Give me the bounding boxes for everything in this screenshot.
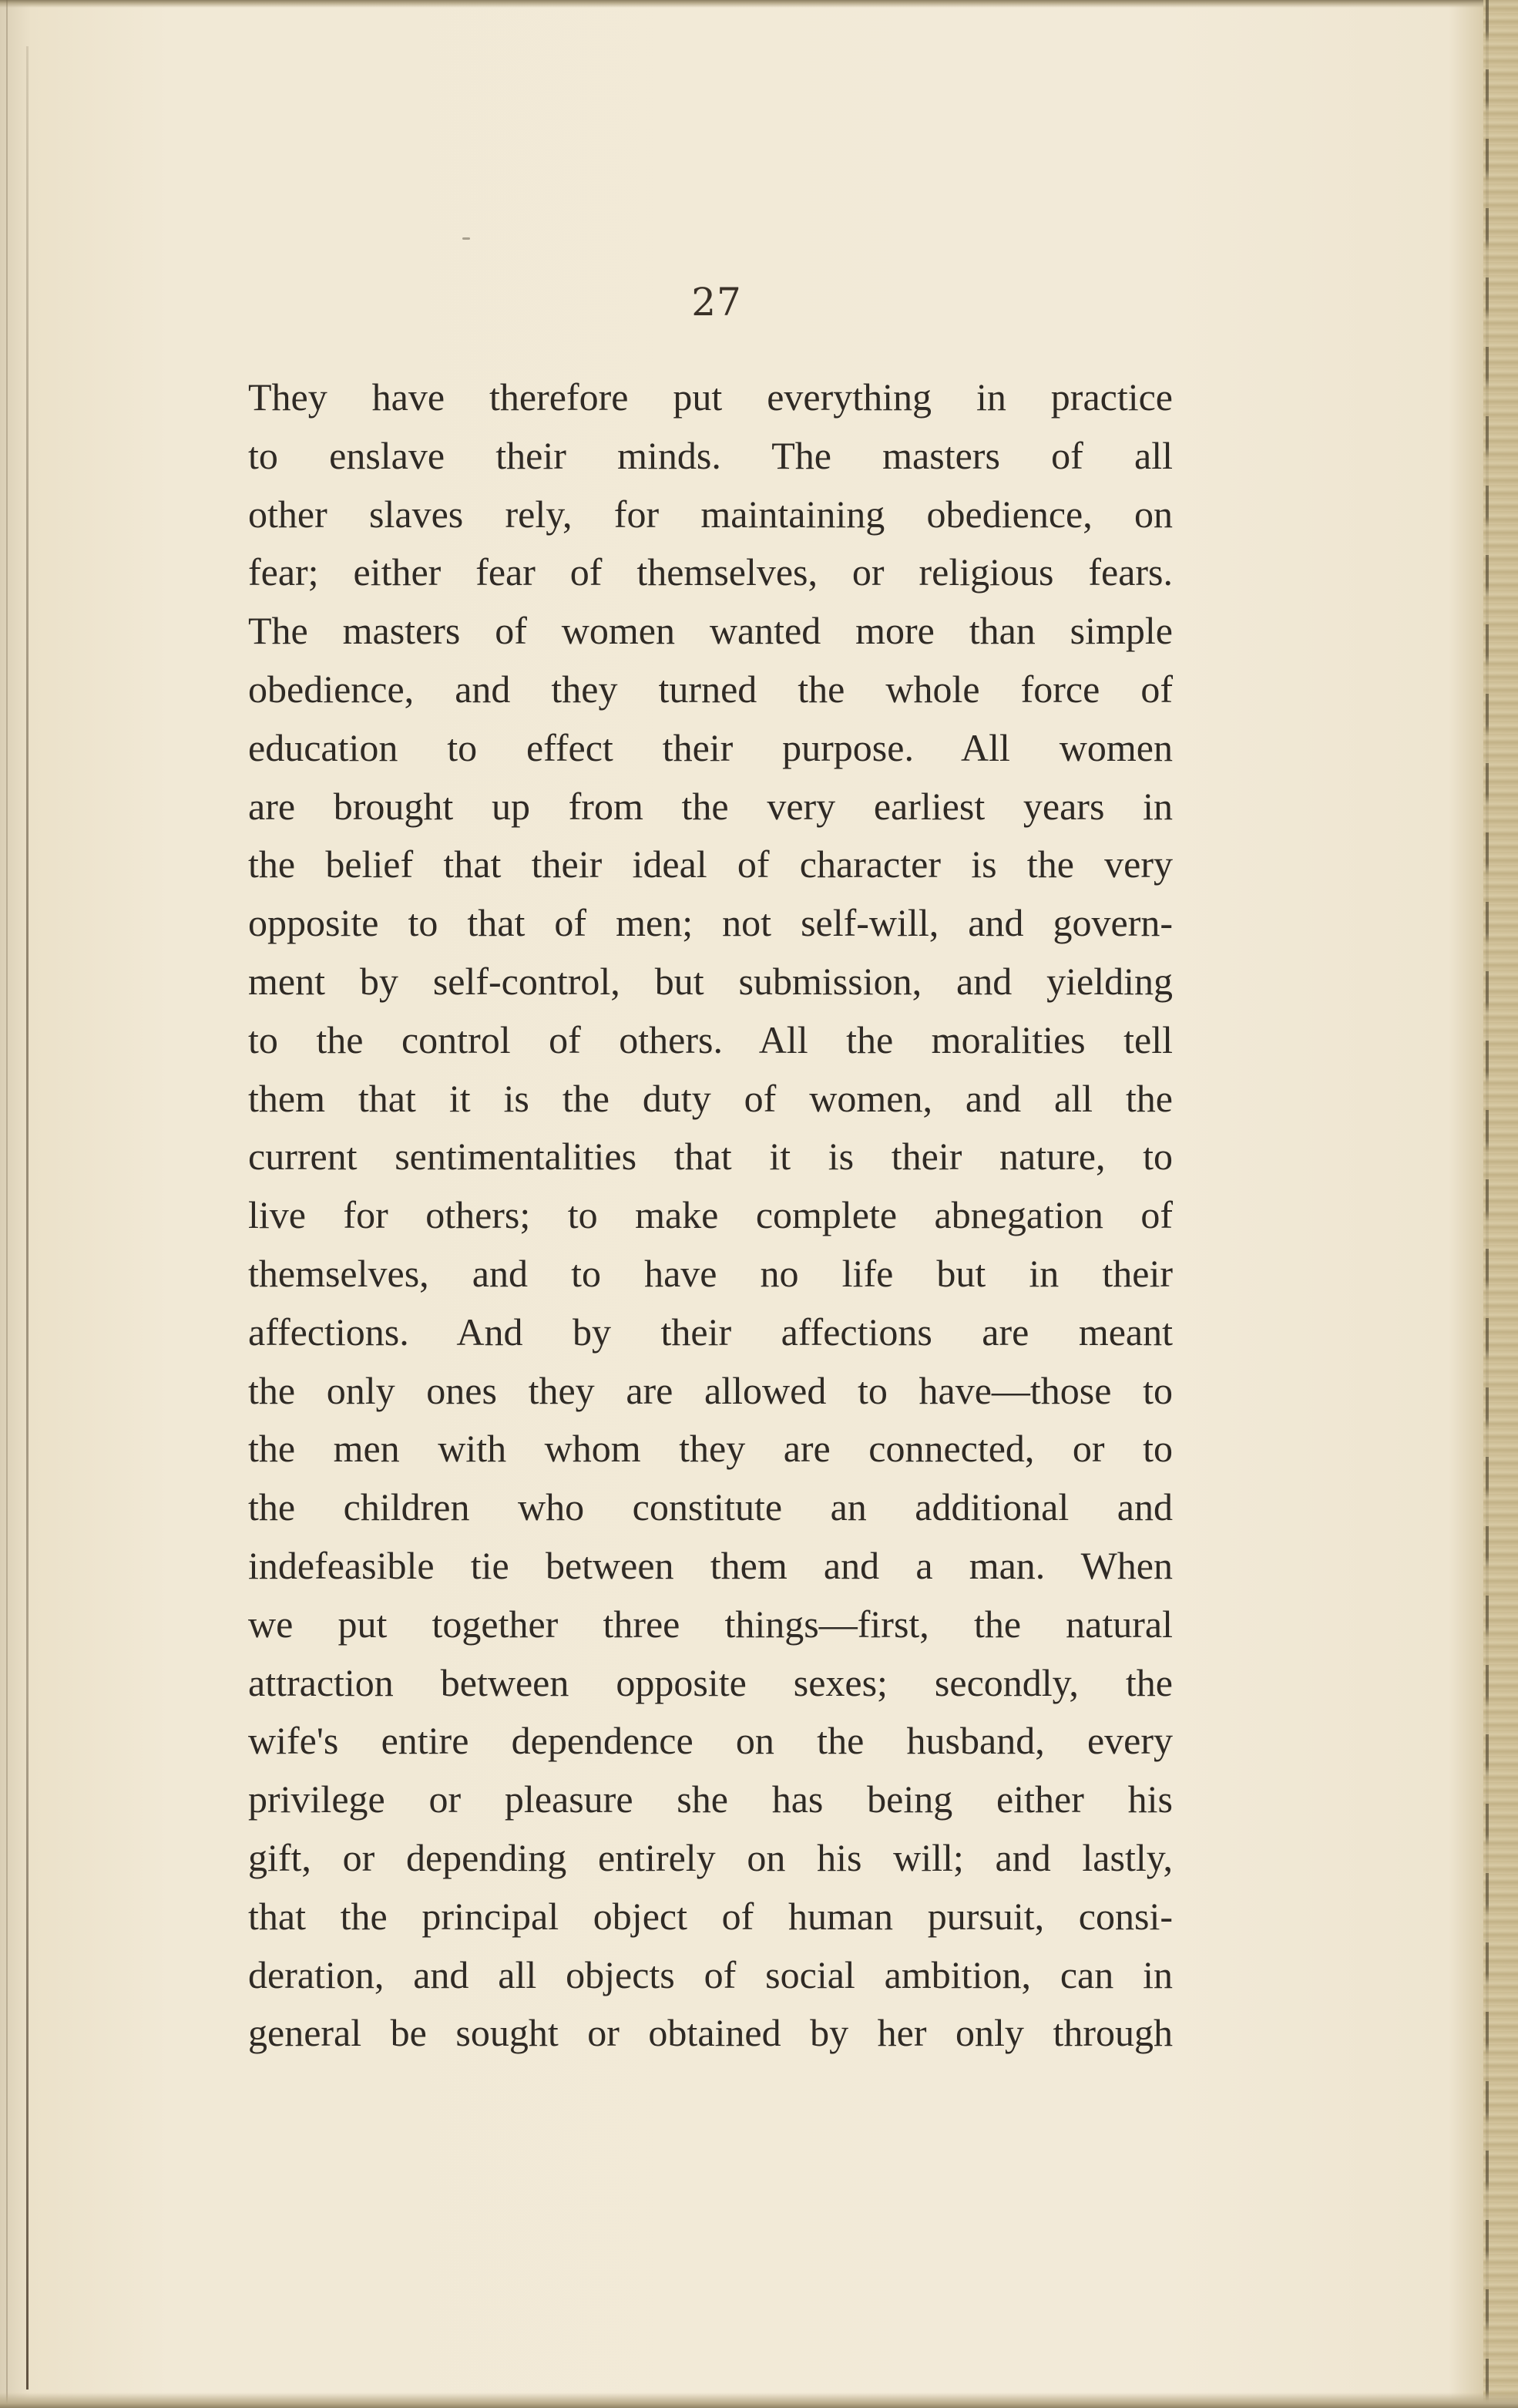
text-line: that the principal object of human pursuit, consi- — [248, 1894, 1173, 1938]
page-number: 27 — [691, 280, 742, 325]
text-line: other slaves rely, for maintaining obedience, on — [248, 492, 1173, 536]
text-line: education to effect their purpose. All women — [248, 725, 1173, 769]
text-line: The masters of women wanted more than simple — [248, 609, 1173, 653]
binding-shadow — [6, 0, 8, 2408]
text-line: indefeasible tie between them and a man. When — [248, 1543, 1173, 1587]
text-line: attraction between opposite sexes; secondly, the — [248, 1660, 1173, 1704]
text-line: them that it is the duty of women, and all the — [248, 1076, 1173, 1120]
text-line: the men with whom they are connected, or to — [248, 1427, 1173, 1471]
text-line: the only ones they are allowed to have—those to — [248, 1368, 1173, 1412]
body-text — [248, 368, 1173, 2063]
text-line: wife's entire dependence on the husband, every — [248, 1719, 1173, 1763]
gutter-line — [26, 46, 29, 2390]
text-line: to enslave their minds. The masters of all — [248, 433, 1173, 477]
text-line: deration, and all objects of social ambition, can in — [248, 1952, 1173, 1996]
text-line: the children who constitute an additional and — [248, 1485, 1173, 1529]
text-line: ment by self-control, but submission, and yielding — [248, 959, 1173, 1003]
text-line: live for others; to make complete abnegation of — [248, 1193, 1173, 1237]
text-line: we put together three things—first, the natural — [248, 1602, 1173, 1646]
text-line: are brought up from the very earliest years in — [248, 784, 1173, 828]
text-line: They have therefore put everything in practice — [248, 375, 1173, 419]
page-top-edge — [0, 0, 1518, 8]
text-line: the belief that their ideal of character is the very — [248, 842, 1173, 886]
text-line: to the control of others. All the moralities tell — [248, 1017, 1173, 1061]
text-line: opposite to that of men; not self-will, and govern- — [248, 901, 1173, 945]
fore-edge-shadow — [1486, 0, 1489, 2408]
text-line: themselves, and to have no life but in their — [248, 1251, 1173, 1295]
text-line: general be sought or obtained by her only through — [248, 2011, 1173, 2055]
text-line: privilege or pleasure she has being either his — [248, 1777, 1173, 1821]
text-line: current sentimentalities that it is their nature, to — [248, 1135, 1173, 1179]
text-line: obedience, and they turned the whole force of — [248, 667, 1173, 711]
page-bottom-edge — [0, 2393, 1518, 2408]
text-line: affections. And by their affections are meant — [248, 1310, 1173, 1354]
ink-speck — [462, 237, 470, 240]
text-line: gift, or depending entirely on his will; and lastly, — [248, 1835, 1173, 1879]
text-line: fear; either fear of themselves, or religious fears. — [248, 550, 1173, 594]
